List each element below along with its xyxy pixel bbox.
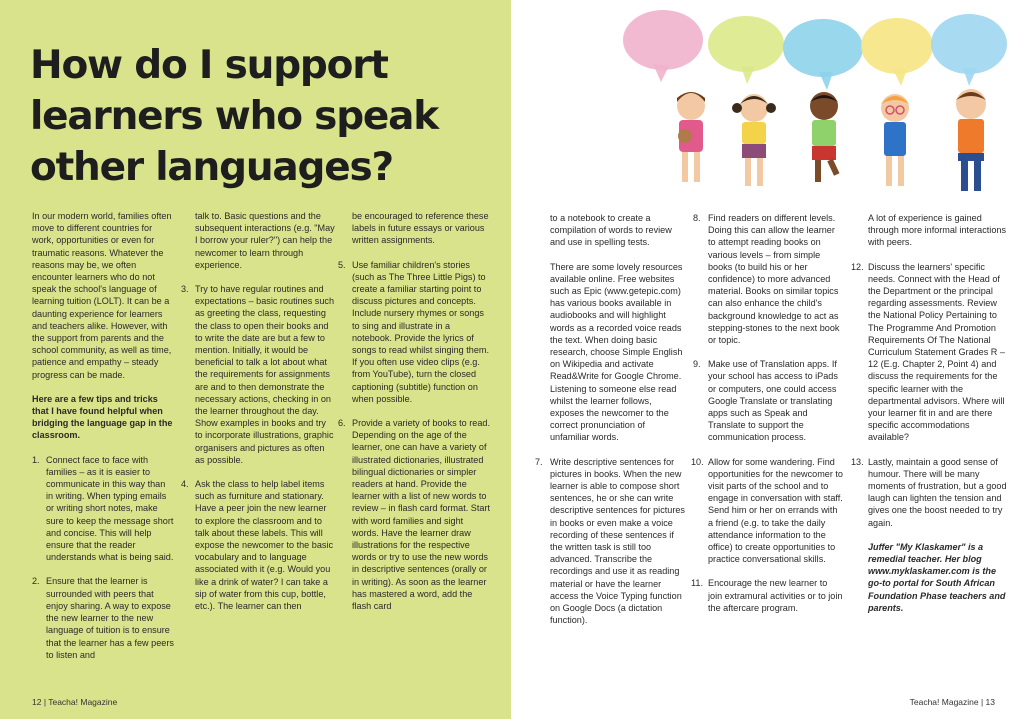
column-5	[691, 212, 843, 626]
tip-9: 9. Make use of Translation apps. If your school has access to iPads or computers, one could access Google Translate or translating apps such as Speak and Translate to support the communication process.	[693, 359, 838, 443]
tip-11: 11. Encourage the new learner to join extramural activities or to join the aftercare program.	[691, 578, 843, 613]
column-3	[338, 210, 492, 624]
children-speech-bubbles-illustration	[571, 4, 1011, 204]
tip-1: 1. Connect face to face with families – as it is easier to communicate in this way than in writing. When typing emails or writing short notes, make sure to keep the message short and concise. This will help ensure that the reader understands what is being said.	[32, 454, 174, 563]
tip-7: 7. Write descriptive sentences for pictures in books. When the new learner is able to compose short sentences, he or she can write descriptive sentences for pictures in books or even make a voice recording of these sentences if the written task is still too advanced. Transcribe the recordings and use it as reading material or have the learner access the Voice Typing function on Google Docs (a dictation function).	[535, 456, 685, 626]
tip-5: 5. Use familiar children's stories (such as The Three Little Pigs) to create a familiar starting point to discuss pictures and concepts. Include nursery rhymes or songs to sing and illustrate in a notebook. Provide the lyrics of songs to read whilst singing them. If you often use video clips (e.g. from YouTube), turn the closed captioning (subtitle) function on when possible.	[338, 259, 489, 404]
child-girl-pigtails	[732, 94, 776, 186]
tip-13: 13. Lastly, maintain a good sense of humour. There will be many moments of frustration, but a good laugh can lighten the tension and gives one the boost needed to try again.	[851, 456, 1007, 528]
tip-11-continued: A lot of experience is gained through more informal interactions with peers.	[868, 213, 1006, 248]
tip-8: 8. Find readers on different levels. Doing this can allow the learner to attempt reading books on various levels – from simple books (to build his or her confidence) to more advanced material. Books on similar topics can also enhance the child's background knowledge to act as stepping-stones to the next book or topic.	[693, 213, 840, 346]
tip-2-continued: talk to. Basic questions and the subsequent interactions (e.g. "May I borrow your ruler?") can help the newcomer to learn through experience.	[195, 211, 335, 270]
speech-bubble-sky	[931, 14, 1007, 74]
child-girl-glasses	[881, 94, 909, 186]
lead-paragraph: Here are a few tips and tricks that I have found helpful when bridging the language gap in the classroom.	[32, 393, 173, 441]
intro-paragraph: In our modern world, families often move to different countries for work, opportunities or even for traumatic reasons. Whatever the reasons may be, we often encounter learners who do not speak the school's language of learning tuition (LOLT). It can be a daunting experience for learners and teachers alike. However, with the support from parents and the school community, as well as time, patience and empathy – steady progress can be made.	[32, 211, 172, 380]
tip-6-continued: to a notebook to create a compilation of words to review and use in spelling tests.	[550, 213, 672, 248]
folio-right: Teacha! Magazine | 13	[909, 697, 995, 707]
tip-4-continued: be encouraged to reference these labels in future essays or various written assignments.	[352, 211, 489, 246]
column-2	[181, 210, 335, 624]
column-6	[851, 212, 1008, 626]
child-boy-waving	[956, 89, 986, 191]
tip-3: 3. Try to have regular routines and expectations – basic routines such as greeting the class, requesting the class to open their books and to write the date are but a few to mention. Initially, it would be beneficial to talk a lot about what the requirements for assignments are and to then demonstrate the necessary actions, checking in on the learner throughout the day. Show examples in books and try to incorporate illustrations, graphic organisers and pictures as often as possible.	[181, 284, 335, 465]
speech-bubble-lime	[708, 16, 784, 72]
column-4	[535, 212, 685, 639]
author-bio: Juffer "My Klaskamer" is a remedial teacher. Her blog www.myklaskamer.com is the go-to portal for South African Foundation Phase teachers and parents.	[868, 541, 1006, 613]
speech-bubble-yellow	[861, 18, 933, 74]
tip-6: 6. Provide a variety of books to read. Depending on the age of the learner, one can have a variety of illustrated dictionaries, illustrated bilingual dictionaries or simpler readers at hand. Provide the learner with a list of new words to review – in flash card format. Start with word families and sight words. Have the learner draw illustrations for the respective words or try to use the new words in descriptive sentences (orally or in writing). As soon as the learner has mastered a word, add the flash card	[338, 418, 490, 612]
tip-12: 12. Discuss the learners' specific needs. Connect with the Head of the Department or the principal regarding assessments. Review the National Policy Pertaining to The Programme And Promotion Requirements Of The National Curriculum Statement Grades R – 12 (E.g. Chapter 2, Point 4) and discuss the requirements for the specific learner with the departmental advisors. Where will your learner fit in and are there specific accommodations available?	[851, 261, 1005, 443]
column-1	[32, 210, 174, 673]
folio-left: 12 | Teacha! Magazine	[32, 697, 118, 707]
right-page	[511, 0, 1023, 719]
child-girl-teddy	[677, 92, 705, 182]
tip-2: 2. Ensure that the learner is surrounded with peers that enjoy sharing. A way to expose the new learner to the new language of tuition is to ensure that the learner has a few peers to listen and	[32, 576, 174, 660]
speech-bubble-blue	[783, 19, 863, 77]
article-title: How do I support learners who speak other languages?	[30, 43, 439, 190]
speech-bubble-pink	[623, 10, 703, 70]
tip-10: 10. Allow for some wandering. Find opportunities for the newcomer to visit parts of the school and to engage in conversation with staff. Send him or her on errands with a friend (e.g. to take the daily attendance information to the office) to create opportunities to practice conversational skills.	[691, 456, 843, 565]
online-resources-paragraph: There are some lovely resources available online. Free websites such as Epic (www.getepic.com) has various books available in audiobooks and will highlight words as a recorded voice reads the text. When doing basic research, choose Simple English on Wikipedia and activate Read&Write for Google Chrome. Listening to someone else read whilst the learner follows, exposes the newcomer to the correct pronunciation of unfamiliar words.	[550, 261, 683, 443]
left-page	[0, 0, 511, 719]
tip-4: 4. Ask the class to help label items such as furniture and stationary. Have a peer join the new learner to explore the classroom and to talk about these labels. This will expose the newcomer to the basic vocabulary and to language associated with it (e.g. Would you like a drink of water? I can take a sip of water from this cup, bottle, etc.). The learner can then	[181, 479, 334, 612]
child-boy-jumping	[810, 92, 839, 182]
